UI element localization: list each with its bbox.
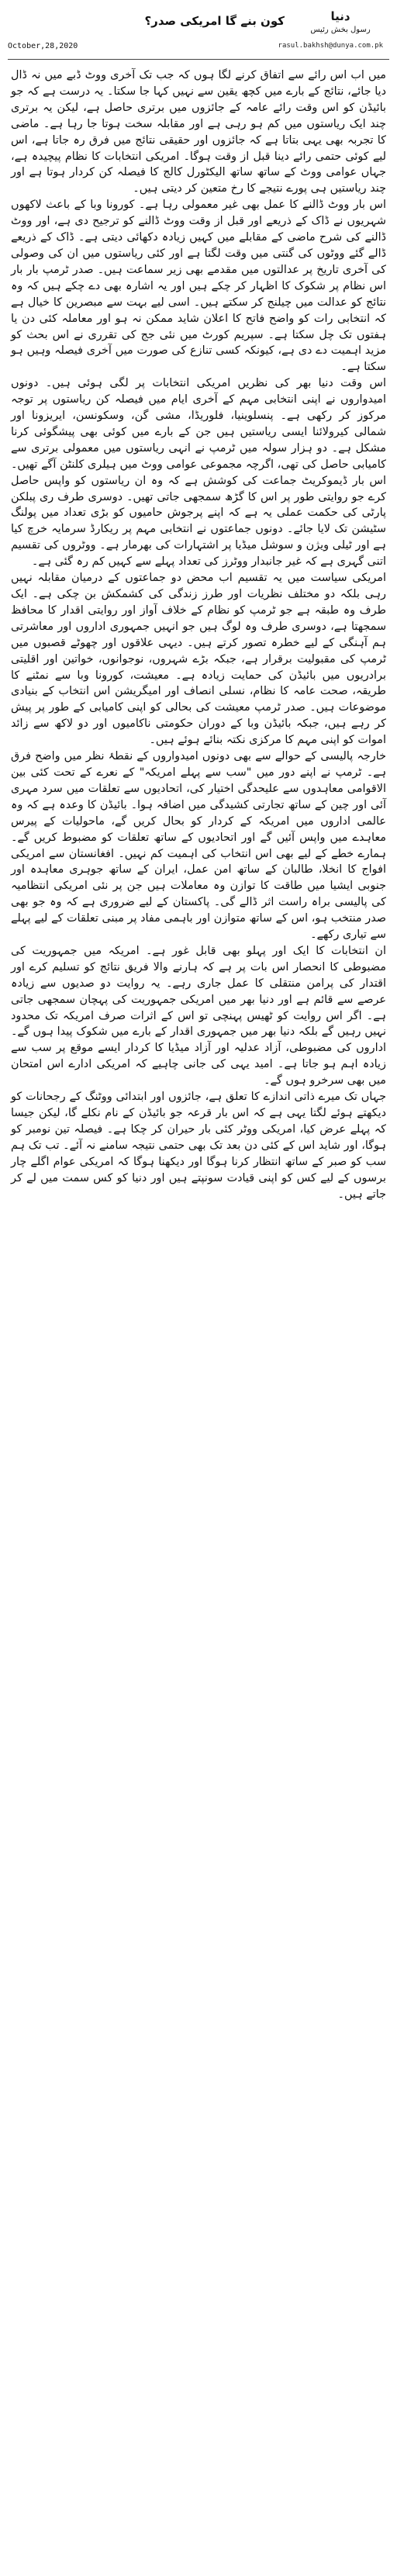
article-body	[8, 67, 389, 1202]
columnist-badge	[298, 9, 383, 35]
article-header	[8, 6, 389, 59]
paragraph: امریکی سیاست میں یہ تقسیم اب محض دو جماعتوں کے درمیان مقابلہ نہیں رہی بلکہ دو مختلف نظریات اور طرز زندگی کی کشمکش بن چکی ہے۔ ایک طرف وہ طبقہ ہے جو ٹرمپ کو نظام کے خلاف آواز اور روایتی اقدار کا محافظ سمجھتا ہے، دوسری طرف وہ لوگ ہیں جو انہیں جمہوری اداروں اور معاشرتی ہم آہنگی کے لیے خطرہ تصور کرتے ہیں۔ دیہی علاقوں اور چھوٹے قصبوں میں ٹرمپ کی مقبولیت برقرار ہے، جبکہ بڑے شہروں، نوجوانوں، خواتین اور اقلیتی برادریوں میں بائیڈن کی حمایت زیادہ ہے۔ معیشت، کورونا وبا سے نمٹنے کا طریقہ، صحت عامہ کا نظام، نسلی انصاف اور امیگریشن اس انتخاب کے بنیادی موضوعات ہیں۔ صدر ٹرمپ معیشت کی بحالی کو اپنی کامیابی کے طور پر پیش کر رہے ہیں، جبکہ بائیڈن وبا کے دوران حکومتی ناکامیوں اور دو لاکھ سے زائد اموات کو اپنی مہم کا مرکزی نکتہ بنائے ہوئے ہیں۔	[11, 572, 386, 747]
paragraph: جہاں تک میرے ذاتی اندازے کا تعلق ہے، جائزوں اور ابتدائی ووٹنگ کے رجحانات کو دیکھتے ہوئے لگتا یہی ہے کہ اس بار قرعہ جو بائیڈن کے نام نکلے گا، لیکن جیسا کہ پہلے عرض کیا، امریکی ووٹر کئی بار حیران کر چکا ہے۔ فیصلہ تین نومبر کو ہوگا، اور شاید اس کے کئی دن بعد تک بھی حتمی نتیجہ سامنے نہ آئے۔ تب تک ہم سب کو صبر کے ساتھ انتظار کرنا ہوگا اور دیکھنا ہوگا کہ امریکی عوام اگلے چار برسوں کے لیے کس کو اپنی قیادت سونپتے ہیں اور دنیا کو کس سمت میں لے کر جاتے ہیں۔	[11, 1091, 386, 1201]
paragraph: میں اب اس رائے سے اتفاق کرنے لگا ہوں کہ جب تک آخری ووٹ ڈبے میں نہ ڈال دیا جائے، نتائج کے بارے میں کچھ یقین سے نہیں کہا جا سکتا۔ یہ درست ہے کہ جو بائیڈن کو اس وقت رائے عامہ کے جائزوں میں برتری حاصل ہے، لیکن یہ برتری چند ایک ریاستوں میں کم ہو رہی ہے اور مقابلہ سخت ہوتا جا رہا ہے۔ ماضی کا تجربہ بھی یہی بتاتا ہے کہ جائزوں اور حقیقی نتائج میں فرق رہ جاتا ہے، اس لیے کوئی حتمی رائے دینا قبل از وقت ہوگا۔ امریکی انتخابات کا نظام پیچیدہ ہے، جہاں عوامی ووٹ کے ساتھ ساتھ الیکٹورل کالج کا فیصلہ کن کردار ہوتا ہے اور چند ریاستیں ہی پورے نتیجے کا رخ متعین کر دیتی ہیں۔	[11, 69, 386, 195]
paragraph: ان انتخابات کا ایک اور پہلو بھی قابل غور ہے۔ امریکہ میں جمہوریت کی مضبوطی کا انحصار اس بات پر ہے کہ ہارنے والا فریق نتائج کو تسلیم کرے اور اقتدار کی پرامن منتقلی کا عمل جاری رہے۔ یہ روایت دو صدیوں سے زیادہ عرصے سے قائم ہے اور دنیا بھر میں امریکی جمہوریت کی پہچان سمجھی جاتی ہے۔ اگر اس روایت کو ٹھیس پہنچی تو اس کے اثرات صرف امریکہ تک محدود نہیں رہیں گے بلکہ دنیا بھر میں جمہوری اقدار کے بارے میں شکوک پیدا ہوں گے۔ اداروں کی مضبوطی، آزاد عدلیہ اور آزاد میڈیا کا کردار ایسے موقع پر سب سے زیادہ اہم ہو جاتا ہے۔ امید یہی کی جانی چاہیے کہ امریکی ادارے اس امتحان میں بھی سرخرو ہوں گے۔	[11, 944, 386, 1087]
author-email: rasul.bakhsh@dunya.com.pk	[278, 42, 383, 50]
paragraph: خارجہ پالیسی کے حوالے سے بھی دونوں امیدواروں کے نقطۂ نظر میں واضح فرق ہے۔ ٹرمپ نے اپنے دور میں "سب سے پہلے امریکہ" کے نعرے کے تحت کئی بین الاقوامی معاہدوں سے علیحدگی اختیار کی، اتحادیوں سے تعلقات میں سرد مہری آئی اور چین کے ساتھ تجارتی کشیدگی میں اضافہ ہوا۔ بائیڈن کا وعدہ ہے کہ وہ عالمی اداروں میں امریکہ کے کردار کو بحال کریں گے، ماحولیات کے پیرس معاہدے میں واپس آئیں گے اور اتحادیوں کے ساتھ تعلقات کو مضبوط کریں گے۔ ہمارے خطے کے لیے بھی اس انتخاب کی اہمیت کم نہیں۔ افغانستان سے امریکی افواج کا انخلا، طالبان کے ساتھ امن عمل، ایران کے ساتھ جوہری معاہدہ اور جنوبی ایشیا میں طاقت کا توازن وہ معاملات ہیں جن پر نئی امریکی انتظامیہ کی پالیسی براہ راست اثر ڈالے گی۔ پاکستان کے لیے ضروری ہے کہ وہ جو بھی صدر منتخب ہو، اس کے ساتھ متوازن اور باہمی مفاد پر مبنی تعلقات کے لیے پہلے سے تیاری رکھے۔	[11, 750, 386, 942]
header-divider	[8, 59, 389, 60]
article-headline: کون بنے گا امریکی صدر؟	[144, 14, 285, 28]
author-name: رسول بخش رئیس	[310, 26, 371, 34]
paragraph: اس بار ووٹ ڈالنے کا عمل بھی غیر معمولی رہا ہے۔ کورونا وبا کے باعث لاکھوں شہریوں نے ڈاک کے ذریعے اور قبل از وقت ووٹ ڈالنے کو ترجیح دی ہے، اور ووٹ ڈالنے کی شرح ماضی کے مقابلے میں کہیں زیادہ دکھائی دیتی ہے۔ ڈاک کے ذریعے ڈالے گئے ووٹوں کی گنتی میں وقت لگتا ہے اور کئی ریاستوں میں ان کی وصولی کی آخری تاریخ پر عدالتوں میں مقدمے بھی زیر سماعت ہیں۔ صدر ٹرمپ بار بار اس نظام پر شکوک کا اظہار کر چکے ہیں اور یہ اشارہ بھی دے چکے ہیں کہ وہ نتائج کو عدالت میں چیلنج کر سکتے ہیں۔ اسی لیے بہت سے مبصرین کا خیال ہے کہ انتخابی رات کو واضح فاتح کا اعلان شاید ممکن نہ ہو اور معاملہ کئی دن یا ہفتوں تک چل سکتا ہے۔ سپریم کورٹ میں نئی جج کی تقرری نے اس بحث کو مزید اہمیت دے دی ہے، کیونکہ کسی تنازع کی صورت میں آخری فیصلہ وہیں ہو سکتا ہے۔	[11, 199, 386, 374]
article-date: October,28,2020	[8, 42, 78, 50]
paragraph: اس وقت دنیا بھر کی نظریں امریکی انتخابات پر لگی ہوئی ہیں۔ دونوں امیدواروں نے اپنی انتخابی مہم کے آخری ایام میں فیصلہ کن ریاستوں پر توجہ مرکوز کر رکھی ہے۔ پنسلوینیا، فلوریڈا، مشی گن، وسکونسن، ایریزونا اور شمالی کیرولائنا ایسی ریاستیں ہیں جن کے بارے میں کوئی بھی پیشگوئی کرنا مشکل ہے۔ دو ہزار سولہ میں ٹرمپ نے انہی ریاستوں میں معمولی برتری سے کامیابی حاصل کی تھی، اگرچہ مجموعی عوامی ووٹ میں ہیلری کلنٹن آگے تھیں۔ اس بار ڈیموکریٹ جماعت کی کوشش ہے کہ وہ ان ریاستوں کو واپس حاصل کرے جو روایتی طور پر اس کا گڑھ سمجھی جاتی تھیں۔ دوسری طرف ری پبلکن پارٹی کی حکمت عملی یہ ہے کہ اپنے پرجوش حامیوں کو بڑی تعداد میں پولنگ سٹیشن تک لایا جائے۔ دونوں جماعتوں نے انتخابی مہم پر ریکارڈ سرمایہ خرچ کیا ہے اور ٹیلی ویژن و سوشل میڈیا پر اشتہارات کی بھرمار ہے۔ ووٹروں کی تقسیم اتنی گہری ہے کہ غیر جانبدار ووٹرز کی تعداد پہلے سے کہیں کم رہ گئی ہے۔	[11, 377, 386, 569]
newspaper-logo: دنیا	[330, 9, 350, 23]
